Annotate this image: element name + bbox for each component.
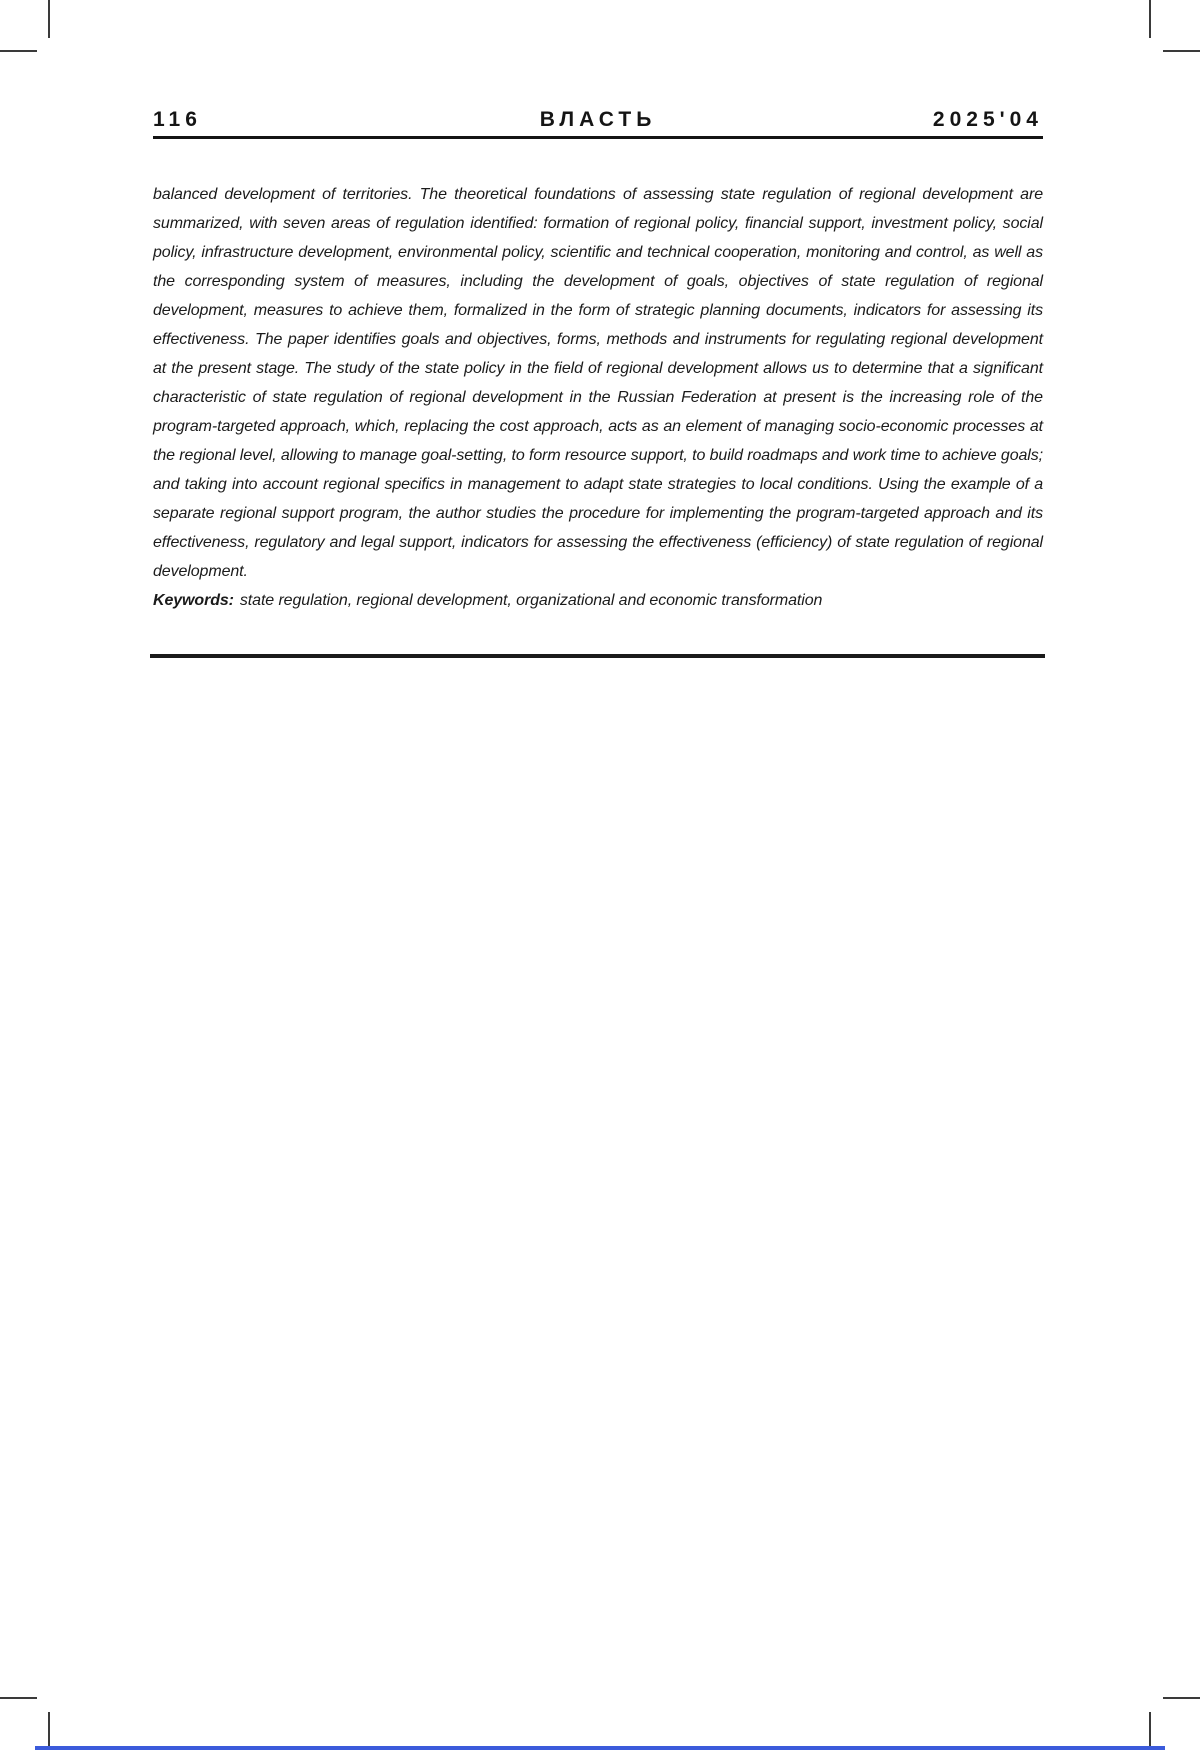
keywords-text: state regulation, regional development, organizational and economic transformation	[239, 592, 823, 609]
keywords-line	[153, 586, 1043, 615]
abstract-text: balanced development of territories. The theoretical foundations of assessing state regulation of regional development are summarized, with seven areas of regulation identified: formation of regional policy, financial support, investment policy, social policy, infrastructure development, environmental policy, scientific and technical cooperation, monitoring and control, as well as the corresponding system of measures, including the development of goals, objectives of state regulation of regional development, measures to achieve them, formalized in the form of strategic planning documents, indicators for assessing its effectiveness. The paper identifies goals and objectives, forms, methods and instruments for regulating regional development at the present stage. The study of the state policy in the field of regional development allows us to determine that a significant characteristic of state regulation of regional development in the Russian Federation at present is the increasing role of the program-targeted approach, which, replacing the cost approach, acts as an element of managing socio-economic processes at the regional level, allowing to manage goal-setting, to form resource support, to build roadmaps and work time to achieve goals; and taking into account regional specifics in management to adapt state strategies to local conditions. Using the example of a separate regional support program, the author studies the procedure for implementing the program-targeted approach and its effectiveness, regulatory and legal support, indicators for assessing the effectiveness (efficiency) of state regulation of regional development.	[153, 186, 1043, 580]
crop-mark-top-left-vertical	[48, 0, 50, 38]
header-rule	[153, 136, 1043, 139]
crop-mark-bottom-left-vertical	[48, 1712, 50, 1750]
abstract-block	[153, 180, 1043, 615]
footer-accent-line	[35, 1746, 1165, 1750]
journal-title: ВЛАСТЬ	[539, 108, 657, 131]
crop-mark-top-left-horizontal	[0, 50, 37, 52]
crop-mark-bottom-right-horizontal	[1163, 1697, 1200, 1699]
keywords-label: Keywords:	[153, 592, 234, 609]
issue-number: 2025'04	[932, 108, 1043, 131]
page-number: 116	[153, 108, 202, 131]
crop-mark-bottom-left-horizontal	[0, 1697, 37, 1699]
running-head	[153, 108, 1043, 134]
crop-mark-top-right-vertical	[1149, 0, 1151, 38]
section-divider-rule	[150, 654, 1045, 658]
crop-mark-bottom-right-vertical	[1149, 1712, 1151, 1750]
crop-mark-top-right-horizontal	[1163, 50, 1200, 52]
